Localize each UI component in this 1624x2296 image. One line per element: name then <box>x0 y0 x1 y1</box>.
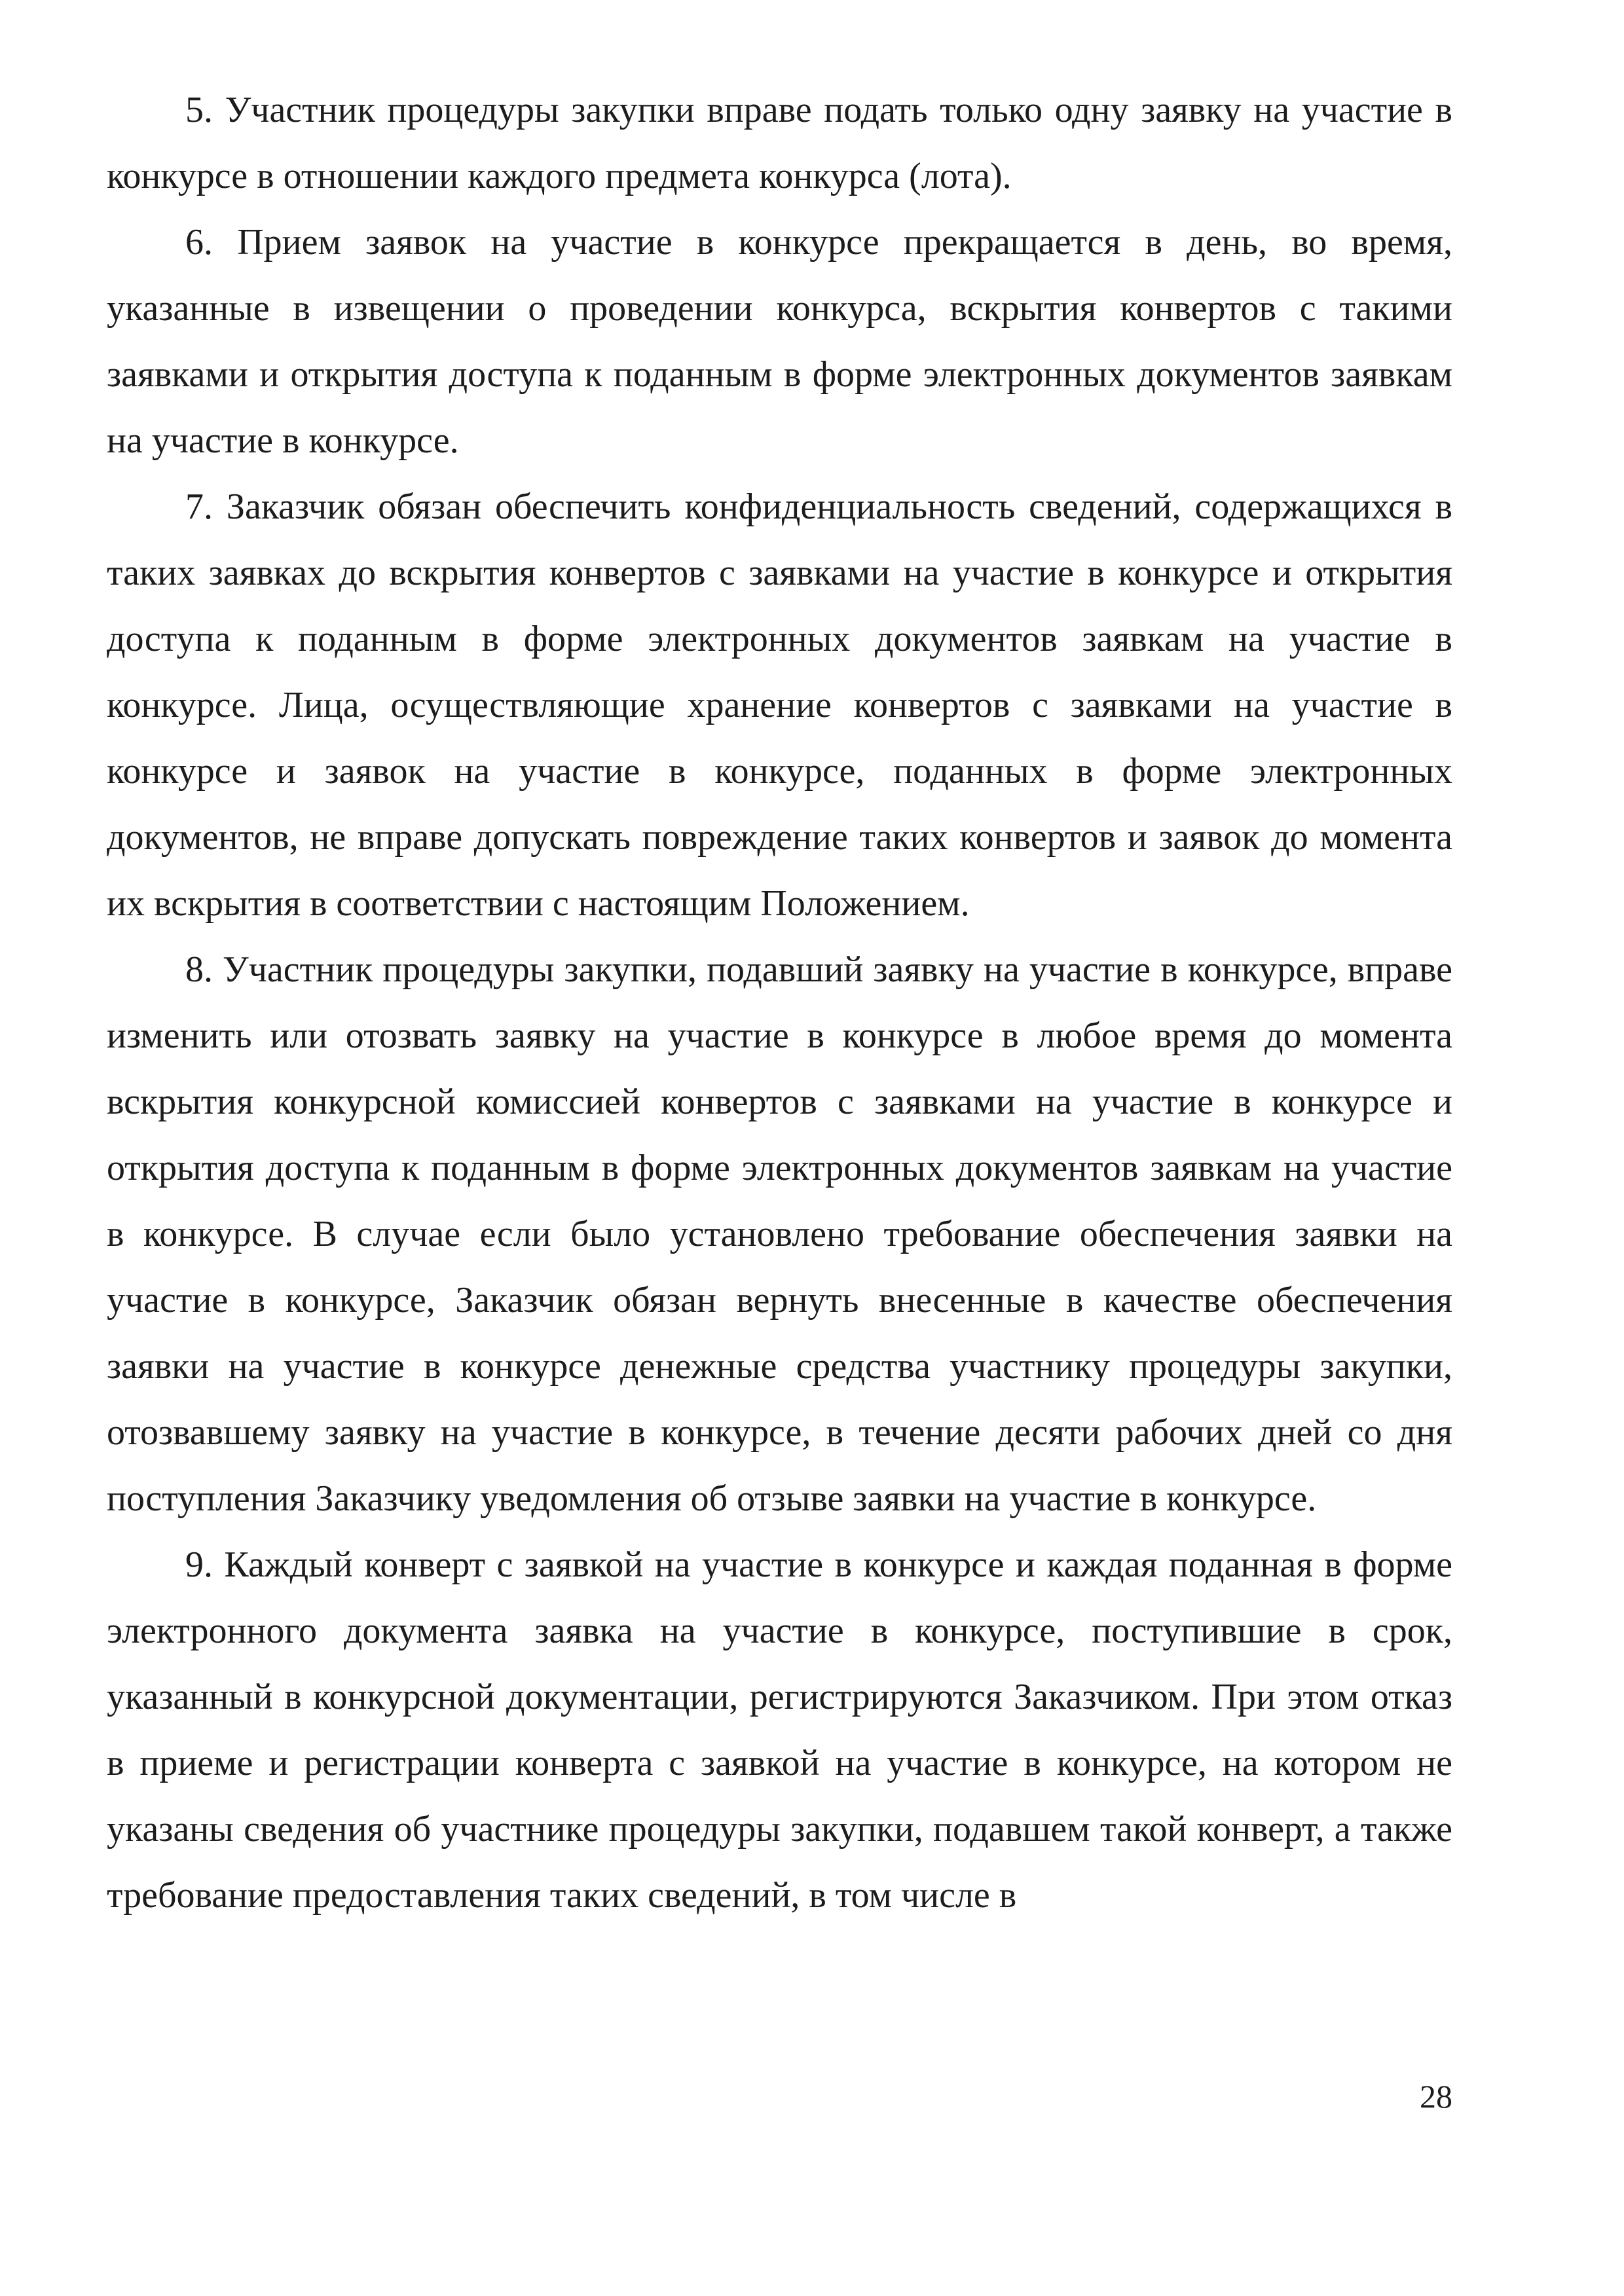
paragraph-7: 7. Заказчик обязан обеспечить конфиденциальность сведений, содержащихся в таких заявках до вскрытия конвертов с заявками на участие в конкурсе и открытия доступа к поданным в форме электронных документов заявкам на участие в конкурсе. Лица, осуществляющие хранение конвертов с заявками на участие в конкурсе и заявок на участие в конкурсе, поданных в форме электронных документов, не вправе допускать повреждение таких конвертов и заявок до момента их вскрытия в соответствии с настоящим Положением. <box>107 486 1452 924</box>
paragraph-5: 5. Участник процедуры закупки вправе подать только одну заявку на участие в конкурсе в отношении каждого предмета конкурса (лота). <box>107 90 1452 196</box>
document-body <box>107 77 1452 1929</box>
paragraph-8: 8. Участник процедуры закупки, подавший заявку на участие в конкурсе, вправе изменить или отозвать заявку на участие в конкурсе в любое время до момента вскрытия конкурсной комиссией конвертов с заявками на участие в конкурсе и открытия доступа к поданным в форме электронных документов заявкам на участие в конкурсе. В случае если было установлено требование обеспечения заявки на участие в конкурсе, Заказчик обязан вернуть внесенные в качестве обеспечения заявки на участие в конкурсе денежные средства участнику процедуры закупки, отозвавшему заявку на участие в конкурсе, в течение десяти рабочих дней со дня поступления Заказчику уведомления об отзыве заявки на участие в конкурсе. <box>107 949 1452 1519</box>
paragraph-9: 9. Каждый конверт с заявкой на участие в конкурсе и каждая поданная в форме электронного документа заявка на участие в конкурсе, поступившие в срок, указанный в конкурсной документации, регистрируются Заказчиком. При этом отказ в приеме и регистрации конверта с заявкой на участие в конкурсе, на котором не указаны сведения об участнике процедуры закупки, подавшем такой конверт, а также требование предоставления таких сведений, в том числе в <box>107 1544 1452 1916</box>
page-number: 28 <box>1420 2078 1452 2115</box>
paragraph-6: 6. Прием заявок на участие в конкурсе прекращается в день, во время, указанные в извещении о проведении конкурса, вскрытия конвертов с такими заявками и открытия доступа к поданным в форме электронных документов заявкам на участие в конкурсе. <box>107 222 1452 461</box>
